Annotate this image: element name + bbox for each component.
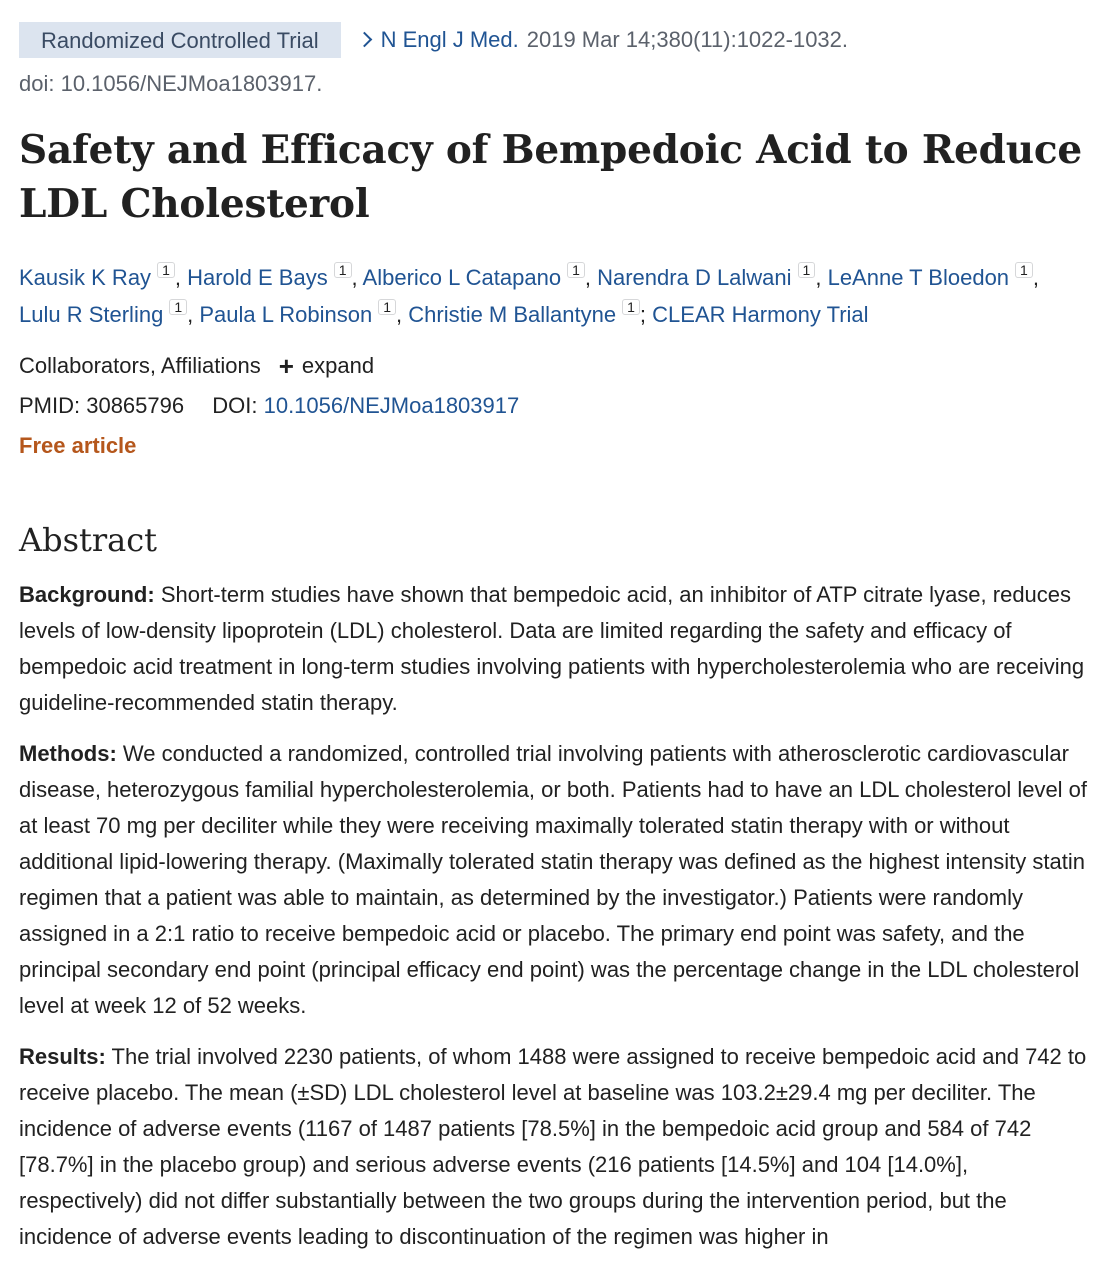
author-separator: , [187,302,200,327]
abstract-results [19,1039,1095,1255]
author-link[interactable]: Narendra D Lalwani [597,265,792,290]
abstract-methods [19,736,1095,1024]
affiliation-marker[interactable]: 1 [622,299,640,315]
citation-date-volume: 2019 Mar 14;380(11):1022-1032. [526,27,849,52]
author-separator: , [1032,265,1039,290]
author-link[interactable]: Christie M Ballantyne [408,302,617,327]
author-separator: , [351,265,363,290]
author-separator: , [584,265,598,290]
chevron-right-icon [356,31,372,47]
abstract-heading: Abstract [19,521,158,559]
pmid: PMID: 30865796 [19,393,185,418]
author-separator: ; [639,302,653,327]
author-separator: , [815,265,828,290]
author-separator: , [396,302,409,327]
section-text: The trial involved 2230 patients, of whom 1488 were assigned to receive bempedoic acid and 742 to receive placebo. The mean (±SD) LDL cholesterol level at baseline was 103.2±29.4 mg per deciliter. The incidence of adverse events (1167 of 1487 patients [78.5%] in the bempedoic acid group and 584 of 742 [78.7%] in the placebo group) and serious adverse events (216 patients [14.5%] and 104 [14.0%], respectively) did not differ substantially between the two groups during the intervention period, but the incidence of adverse events leading to discontinuation of the regimen was higher in [19,1044,1087,1249]
section-text: We conducted a randomized, controlled trial involving patients with atherosclerotic cardiovascular disease, heterozygous familial hypercholesterolemia, or both. Patients had to have an LDL cholesterol level of at least 70 mg per deciliter while they were receiving maximally tolerated statin therapy with or without additional lipid-lowering therapy. (Maximally tolerated statin therapy was defined as the highest intensity statin regimen that a patient was able to maintain, as determined by the investigator.) Patients were randomly assigned in a 2:1 ratio to receive bempedoic acid or placebo. The primary end point was safety, and the principal secondary end point (principal efficacy end point) was the percentage change in the LDL cholesterol level at week 12 of 52 weeks. [19,741,1088,1018]
expand-button[interactable]: expand [301,353,375,378]
author-list [19,259,1095,333]
free-article-link[interactable]: Free article [19,433,137,458]
doi-label: DOI: [212,393,258,418]
section-text: Short-term studies have shown that bempedoic acid, an inhibitor of ATP citrate lyase, reduces levels of low-density lipoprotein (LDL) cholesterol. Data are limited regarding the safety and efficacy of bempedoic acid treatment in long-term studies involving patients with hypercholesterolemia who are receiving guideline-recommended statin therapy. [19,582,1085,715]
section-label: Methods: [19,741,117,766]
author-link[interactable]: Paula L Robinson [199,302,373,327]
affiliation-marker[interactable]: 1 [157,262,175,278]
citation-doi: doi: 10.1056/NEJMoa1803917. [19,71,323,96]
collaborators-affiliations [19,348,1095,384]
journal-link[interactable]: N Engl J Med. [380,27,519,52]
author-link[interactable]: Lulu R Sterling [19,302,164,327]
identifiers [19,388,1095,424]
affiliation-marker[interactable]: 1 [567,262,585,278]
author-link[interactable]: Harold E Bays [187,265,328,290]
article-title: Safety and Efficacy of Bempedoic Acid to Reduce LDL Cholesterol [19,127,1083,227]
author-link[interactable]: Kausik K Ray [19,265,152,290]
collaborators-label: Collaborators, Affiliations [19,353,261,378]
plus-icon[interactable]: + [278,351,294,381]
section-label: Results: [19,1044,106,1069]
abstract-background [19,577,1095,721]
section-label: Background: [19,582,155,607]
doi-link[interactable]: 10.1056/NEJMoa1803917 [263,393,520,418]
affiliation-marker[interactable]: 1 [334,262,352,278]
affiliation-marker[interactable]: 1 [169,299,187,315]
citation-line [19,22,1095,58]
affiliation-marker[interactable]: 1 [378,299,396,315]
affiliation-marker[interactable]: 1 [798,262,816,278]
group-author-link[interactable]: CLEAR Harmony Trial [652,302,869,327]
publication-type-badge[interactable]: Randomized Controlled Trial [19,22,341,58]
author-link[interactable]: LeAnne T Bloedon [827,265,1010,290]
affiliation-marker[interactable]: 1 [1015,262,1033,278]
author-link[interactable]: Alberico L Catapano [362,265,562,290]
author-separator: , [174,265,188,290]
